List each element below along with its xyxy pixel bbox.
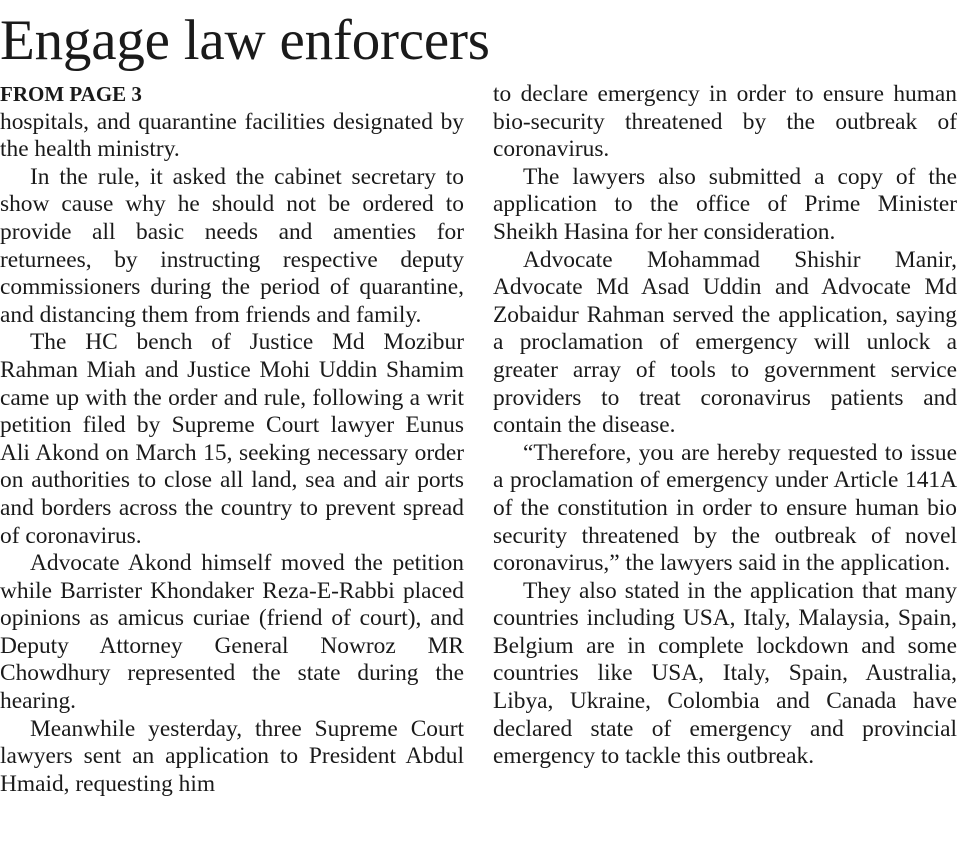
- paragraph: hospitals, and quarantine facilities designated by the health ministry.: [0, 108, 464, 163]
- paragraph: Advocate Mohammad Shishir Manir, Advocate Md Asad Uddin and Advocate Md Zobaidur Rahman served the application, saying a proclamation of emergency will unlock a greater array of tools to government service providers to treat coronavirus patients and contain the disease.: [493, 246, 957, 439]
- paragraph: The HC bench of Justice Md Mozibur Rahman Miah and Justice Mohi Uddin Shamim came up with the order and rule, following a writ petition filed by Supreme Court lawyer Eunus Ali Akond on March 15, seeking necessary order on authorities to close all land, sea and air ports and borders across the country to prevent spread of coronavirus.: [0, 329, 464, 549]
- article-column-right: [493, 81, 957, 771]
- jump-line: FROM PAGE 3: [0, 82, 142, 106]
- paragraph: They also stated in the application that many countries including USA, Italy, Malaysia, Spain, Belgium are in complete lockdown and some countries like USA, Italy, Spain, Australia, Libya, Ukraine, Colombia and Canada have declared state of emergency and provincial emergency to tackle this outbreak.: [493, 577, 957, 770]
- paragraph: Advocate Akond himself moved the petition while Barrister Khondaker Reza-E-Rabbi placed opinions as amicus curiae (friend of court), and Deputy Attorney General Nowroz MR Chowdhury represented the state during the hearing.: [0, 550, 464, 715]
- article-column-left: [0, 81, 464, 798]
- paragraph: In the rule, it asked the cabinet secretary to show cause why he should not be ordered to provide all basic needs and amenties for returnees, by instructing respective deputy commissioners during the period of quarantine, and distancing them from friends and family.: [0, 163, 464, 328]
- paragraph: Meanwhile yesterday, three Supreme Court lawyers sent an application to President Abdul Hmaid, requesting him: [0, 715, 464, 797]
- paragraph: to declare emergency in order to ensure human bio-security threatened by the outbreak of coronavirus.: [493, 81, 957, 163]
- headline: Engage law enforcers: [0, 9, 490, 72]
- paragraph: “Therefore, you are hereby requested to issue a proclamation of emergency under Article 141A of the constitution in order to ensure human bio security threatened by the outbreak of novel coronavirus,” the lawyers said in the application.: [493, 439, 957, 577]
- paragraph: The lawyers also submitted a copy of the application to the office of Prime Minister Sheikh Hasina for her consideration.: [493, 163, 957, 245]
